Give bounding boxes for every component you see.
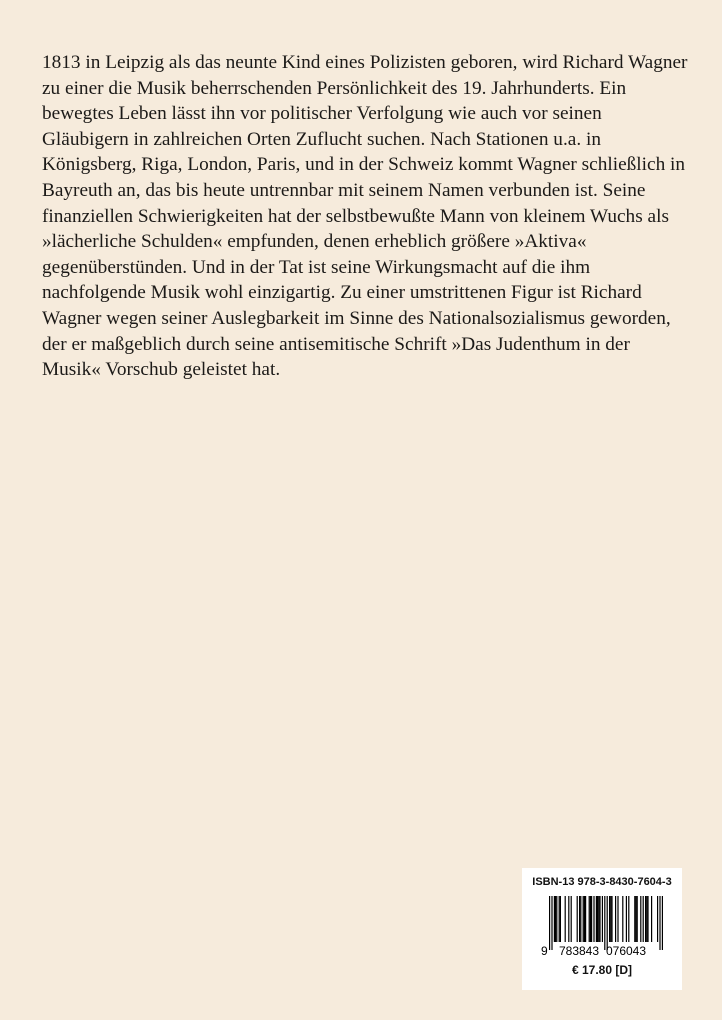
barcode-bar (579, 896, 580, 942)
barcode-bar (590, 896, 591, 942)
barcode-bar (609, 896, 610, 942)
barcode-bar (559, 896, 560, 942)
barcode-bar (647, 896, 648, 942)
barcode-bar (596, 896, 597, 942)
barcode-bar (637, 896, 638, 942)
barcode-guard-bar (604, 896, 605, 950)
barcode-bar (556, 896, 557, 942)
barcode-bar (585, 896, 586, 942)
barcode-bar (640, 896, 641, 942)
isbn-barcode-box (522, 868, 682, 990)
barcode-bar (646, 896, 647, 942)
barcode-bar (591, 896, 592, 942)
barcode-bar (598, 896, 599, 942)
barcode-bar (643, 896, 644, 942)
barcode-guard-bar (551, 896, 552, 950)
barcode-bar (634, 896, 635, 942)
barcode-bar (565, 896, 566, 942)
barcode-bar (615, 896, 616, 942)
barcode-bar (617, 896, 618, 942)
barcode-bar (645, 896, 646, 942)
barcode-bar (584, 896, 585, 942)
barcode-bar (635, 896, 636, 942)
barcode-guard-bar (662, 896, 663, 950)
barcode-bar (583, 896, 584, 942)
barcode-bar (597, 896, 598, 942)
barcode-bar (610, 896, 611, 942)
barcode-bar (593, 896, 594, 942)
barcode-bar (560, 896, 561, 942)
barcode-right-digits: 076043 (605, 944, 647, 958)
barcode-bar (622, 896, 623, 942)
barcode-bar (571, 896, 572, 942)
barcode-bar (568, 896, 569, 942)
barcode-bar (657, 896, 658, 942)
barcode-bar (577, 896, 578, 942)
barcode-bar (580, 896, 581, 942)
barcode-left-digits: 783843 (558, 944, 600, 958)
barcode-bar (599, 896, 600, 942)
barcode-first-digit: 9 (541, 944, 548, 958)
barcode-guard-bar (659, 896, 660, 950)
barcode-image (538, 896, 666, 958)
barcode-guard-bar (607, 896, 608, 950)
barcode-bar (589, 896, 590, 942)
barcode-guard-bar (549, 896, 550, 950)
back-cover-blurb: 1813 in Leipzig als das neunte Kind eines Polizisten geboren, wird Richard Wagner zu einer die Musik beherrschenden Persönlichkeit des 19. Jahrhunderts. Ein bewegtes Leben lässt ihn vor politischer Verfolgung wie auch vor seinen Gläubigern in zahlreichen Orten Zuflucht suchen. Nach Stationen u.a. in Königsberg, Riga, London, Paris, und in der Schweiz kommt Wagner schließlich in Bayreuth an, das bis heute untrennbar mit seinem Namen verbunden ist. Seine finanziellen Schwierigkeiten hat der selbstbewußte Mann von kleinem Wuchs als »lächerliche Schulden« empfunden, denen erheblich größere »Aktiva« gegenüberstünden. Und in der Tat ist seine Wirkungsmacht auf die ihm nachfolgende Musik wohl einzigartig. Zu einer umstrittenen Figur ist Richard Wagner wegen seiner Auslegbarkeit im Sinne des Nationalsozialismus geworden, der er maßgeblich durch seine antisemitische Schrift »Das Judenthum in der Musik« Vorschub geleistet hat. (42, 52, 688, 381)
barcode-bar (611, 896, 612, 942)
isbn-label: ISBN-13 978-3-8430-7604-3 (532, 876, 672, 888)
barcode-bar (555, 896, 556, 942)
price-label: € 17.80 [D] (571, 963, 633, 977)
barcode-bar (554, 896, 555, 942)
barcode-bar (602, 896, 603, 942)
barcode-bar (626, 896, 627, 942)
barcode-bar (651, 896, 652, 942)
barcode-bar (628, 896, 629, 942)
